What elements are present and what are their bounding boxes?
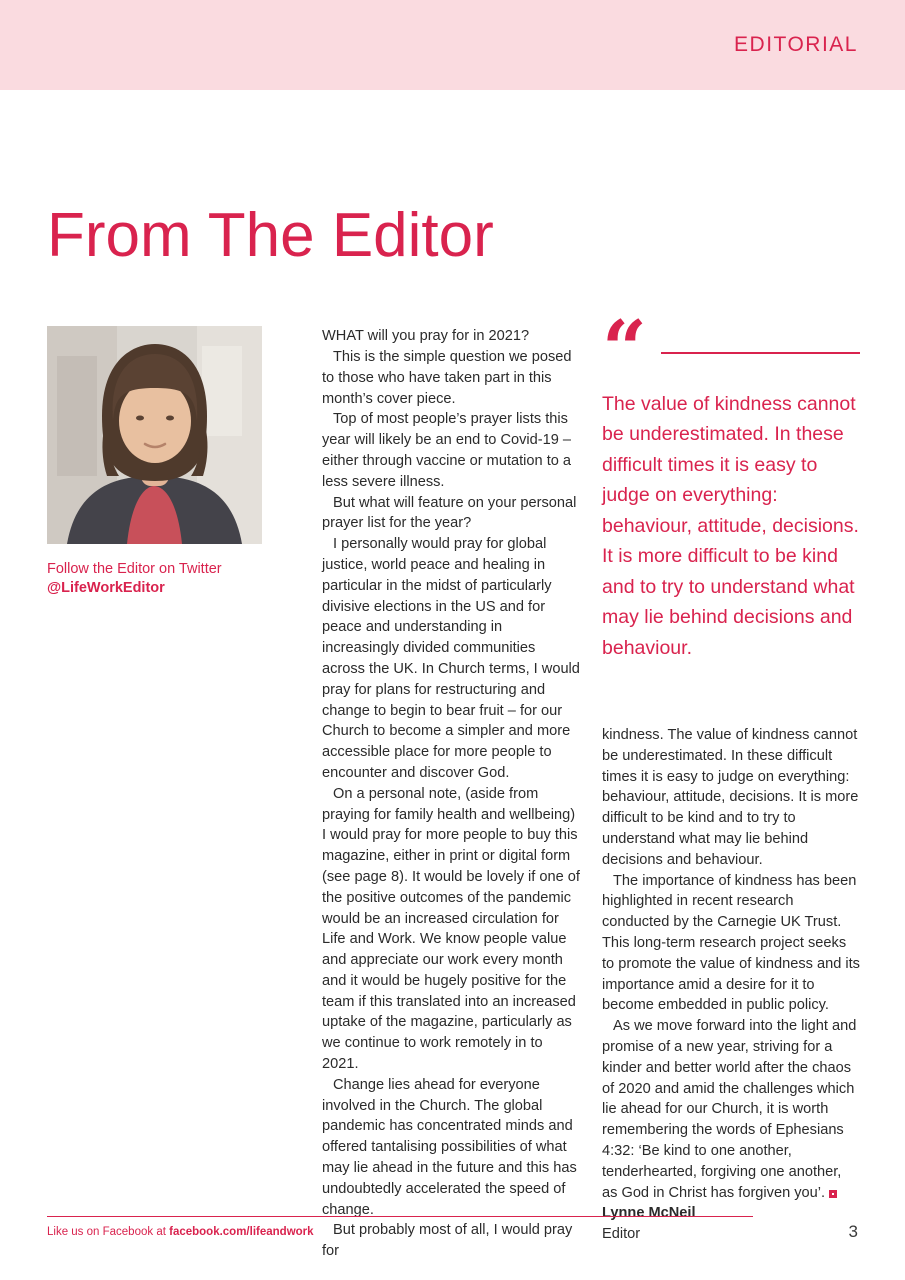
footer-left bbox=[47, 1216, 753, 1238]
paragraph: kindness. The value of kindness cannot be underestimated. In these difficult times it is easy to judge on everything: behaviour, attitude, decisions. It is more difficult to be kind and to try to understand what may lie behind decisions and behaviour. bbox=[602, 727, 859, 868]
article-content bbox=[47, 304, 860, 1262]
middle-column bbox=[322, 326, 580, 1262]
paragraph: But what will feature on your personal prayer list for the year? bbox=[322, 494, 577, 532]
pull-quote: The value of kindness cannot be underestimated. In these difficult times it is easy to judge on everything: behaviour, attitude, decisions. It is more difficult to be kind and to try to understand what may lie behind decisions and behaviour. bbox=[602, 392, 859, 659]
footer-rule bbox=[47, 1216, 753, 1217]
paragraph: The importance of kindness has been highlighted in recent research conducted by the Carnegie UK Trust. This long-term research project seeks to promote the value of kindness and its importance amid a desire for it to become embedded in public policy. bbox=[602, 872, 860, 1014]
signature-name: Lynne McNeil bbox=[602, 1205, 696, 1222]
quote-icon: “ bbox=[602, 304, 647, 396]
paragraph: Change lies ahead for everyone involved in the Church. The global pandemic has concentrated minds and offered tantalising possibilities of what may lie ahead in the future and this has undoubtedly accelerated the speed of change. bbox=[322, 1076, 577, 1218]
article-column-1 bbox=[322, 326, 580, 1262]
end-of-article-icon bbox=[829, 1190, 837, 1198]
left-column bbox=[47, 326, 262, 1262]
facebook-link[interactable]: facebook.com/lifeandwork bbox=[169, 1226, 314, 1238]
paragraph-text: As we move forward into the light and promise of a new year, striving for a kinder and better world after the chaos of 2020 and amid the challenges which lie ahead for our Church, it is worth remembering the words of Ephesians 4:32: ‘Be kind to one another, tenderhearted, forgiving one another, as God in Christ has forgiven you’. bbox=[602, 1018, 857, 1201]
page-number: 3 bbox=[848, 1222, 858, 1241]
signature-role: Editor bbox=[602, 1226, 641, 1243]
facebook-text: Like us on Facebook at bbox=[47, 1226, 170, 1238]
pull-quote-header bbox=[602, 304, 860, 396]
paragraph bbox=[602, 1016, 860, 1203]
paragraph: This is the simple question we posed to those who have taken part in this month’s cover piece. bbox=[322, 348, 572, 407]
right-column bbox=[602, 304, 860, 1262]
paragraph: Top of most people’s prayer lists this year will likely be an end to Covid-19 – either through vaccine or mutation to a less severe illness. bbox=[322, 411, 572, 490]
article-column-2 bbox=[602, 725, 860, 1245]
banner-label: EDITORIAL bbox=[734, 33, 858, 56]
paragraph: WHAT will you pray for in 2021? bbox=[322, 328, 530, 345]
page-footer bbox=[47, 1216, 858, 1242]
facebook-line bbox=[47, 1226, 753, 1238]
quote-rule bbox=[661, 352, 860, 354]
paragraph: But probably most of all, I would pray for bbox=[322, 1222, 573, 1260]
paragraph: On a personal note, (aside from praying for family health and wellbeing) I would pray for more people to buy this magazine, either in print or digital form (see page 8). It would be lovely if one of the positive outcomes of the pandemic would be an increased circulation for Life and Work. We know people value and appreciate our work every month and it would be hugely positive for the team if this translated into an increased uptake of the magazine, particularly as we continue to work remotely in to 2021. bbox=[322, 785, 580, 1073]
editor-photo bbox=[47, 326, 262, 544]
page-title: From The Editor bbox=[47, 201, 494, 270]
editorial-banner bbox=[0, 0, 905, 90]
follow-block bbox=[47, 560, 262, 598]
twitter-handle-link[interactable]: @LifeWorkEditor bbox=[47, 580, 165, 597]
paragraph: I personally would pray for global justice, world peace and healing in particular in the midst of particularly divisive elections in the US and for peace and understanding in increasingly divided communities across the UK. In Church terms, I would pray for plans for restructuring and change to begin to bear fruit – for our Church to become a simpler and more accessible place for more people to encounter and discover God. bbox=[322, 536, 580, 781]
follow-text: Follow the Editor on Twitter bbox=[47, 561, 222, 578]
